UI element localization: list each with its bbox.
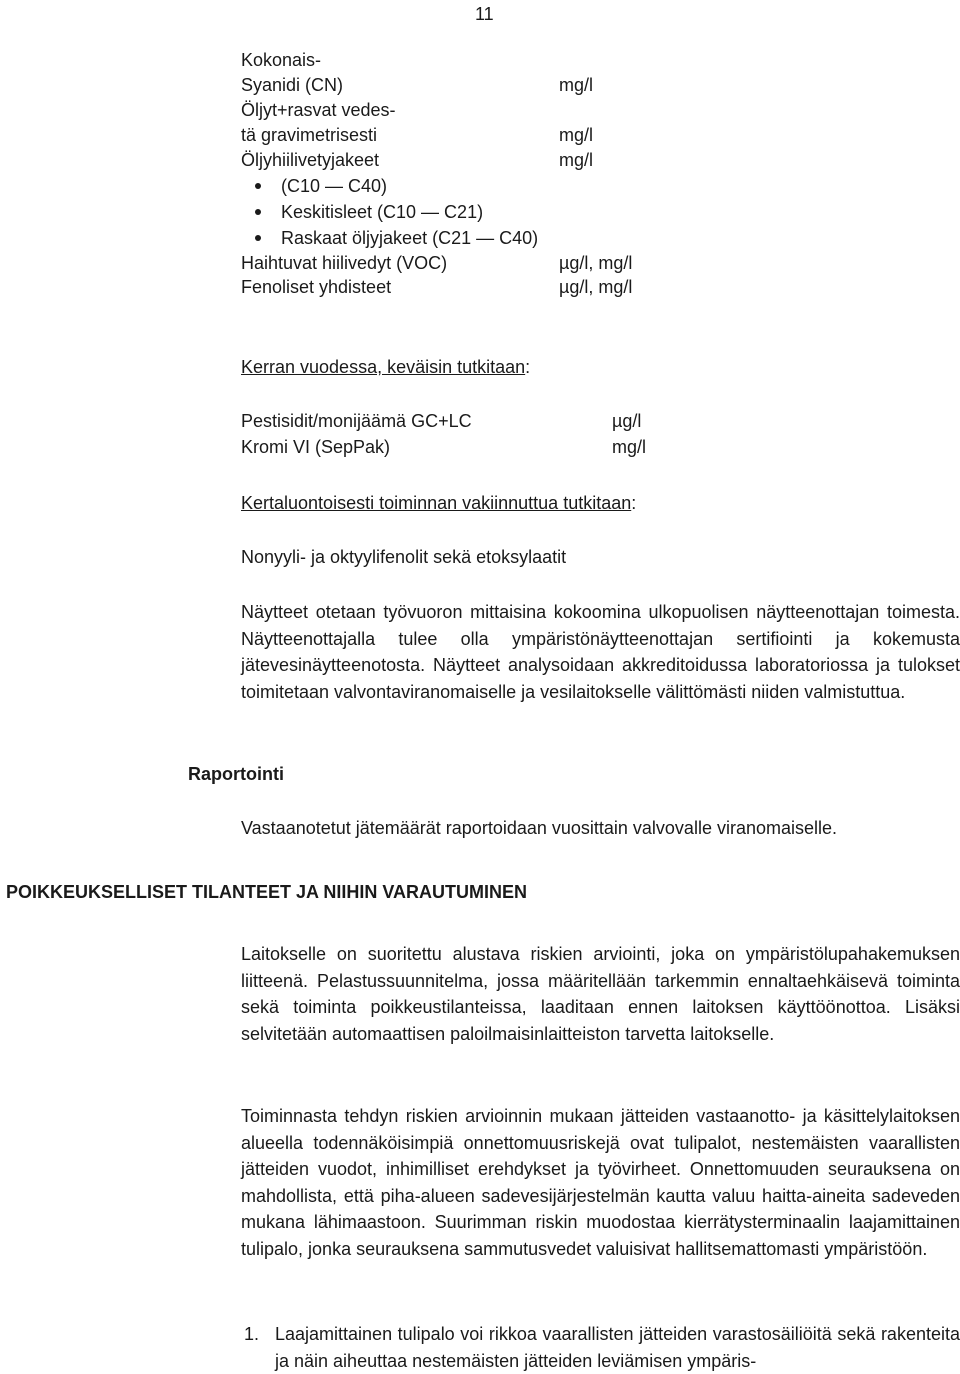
yearly-heading-text: Kerran vuodessa, keväisin tutkitaan [241,357,526,377]
page-number: 11 [475,4,494,24]
paragraph-accident-risks: Toiminnasta tehdyn riskien arvioinnin mukaan jätteiden vastaanotto- ja käsittelylaitoksen alueella todennäköisimpiä onnettomuusriskejä ovat tulipalot, nestemäisten vaarallisten jätteiden vuodot, inhimilliset erehdykset ja työvirheet. Onnettomuuden seurauksena on mahdollista, että piha-alueen sadevesijärjestelmän kautta valuu haitta-aineita sadeveden mukana lähimaastoon. Suurimman riskin muodostaa kierrätysterminaalin laajamittainen tulipalo, jonka seurauksena sammutusvedet valuisivat hallitsemattomasti ympäristöön. [241,1106,960,1259]
yearly-pesticides: Pestisidit/monijäämä GC+LC [241,411,472,431]
oneoff-heading-text: Kertaluontoisesti toiminnan vakiinnuttua tutkitaan [241,493,632,513]
bullet-icon [255,183,261,189]
paragraph-risk-assessment: Laitokselle on suoritettu alustava riskien arviointi, joka on ympäristölupahakemuksen liitteenä. Pelastussuunnitelma, jossa määritellään tarkemmin ennaltaehkäisevä toiminta sekä toiminta poikkeustilanteissa, laaditaan ennen laitoksen käyttöönottoa. Lisäksi selvitetään automaattisen paloilmaisinlaitteiston tarvetta laitokselle. [241,944,960,1044]
unit-oljyhiilivetyjakeet: mg/l [559,150,594,170]
unit-voc: µg/l, mg/l [559,253,633,273]
yearly-heading-colon: : [525,357,531,377]
section-heading: POIKKEUKSELLISET TILANTEET JA NIIHIN VARAUTUMINEN [6,882,528,902]
bullet-item: Raskaat öljyjakeet (C21 — C40) [281,228,539,248]
bullet-icon [255,209,261,215]
oneoff-heading-colon: : [631,493,637,513]
param-oljyt-line1: Öljyt+rasvat vedes- [241,100,396,120]
unit-oljyt: mg/l [559,125,594,145]
oneoff-heading [241,491,636,515]
yearly-chromium: Kromi VI (SepPak) [241,437,391,457]
oneoff-item: Nonyyli- ja oktyylifenolit sekä etoksylaatit [241,547,567,567]
reporting-text: Vastaanotetut jätemäärät raportoidaan vuosittain valvovalle viranomaiselle. [241,818,838,838]
bullet-icon [255,235,261,241]
param-voc: Haihtuvat hiilivedyt (VOC) [241,253,448,273]
unit-fenoliset: µg/l, mg/l [559,277,633,297]
param-oljyhiilivetyjakeet: Öljyhiilivetyjakeet [241,150,380,170]
param-oljyt-line2: tä gravimetrisesti [241,125,378,145]
bullet-item: (C10 — C40) [281,176,388,196]
param-kokonais: Kokonais- [241,50,322,70]
list-item-number: 1. [244,1324,260,1344]
list-item-text: Laajamittainen tulipalo voi rikkoa vaarallisten jätteiden varastosäiliöitä sekä rakenteita ja näin aiheuttaa nestemäisten jätteiden leviämisen ympäris- [275,1324,960,1371]
yearly-pesticides-unit: µg/l [612,411,642,431]
unit-syanidi: mg/l [559,75,594,95]
sampling-paragraph: Näytteet otetaan työvuoron mittaisina kokoomina ulkopuolisen näytteenottajan toimesta. Näytteenottajalla tulee olla ympäristönäytteenottajan sertifiointi ja kokemusta jätevesinäytteenotosta. Näytteet analysoidaan akkreditoidussa laboratoriossa ja tulokset toimitetaan valvontaviranomaiselle ja vesilaitokselle välittömästi niiden valmistuttua. [241,602,960,702]
param-syanidi: Syanidi (CN) [241,75,344,95]
yearly-chromium-unit: mg/l [612,437,647,457]
bullet-item: Keskitisleet (C10 — C21) [281,202,484,222]
reporting-label: Raportointi [188,764,284,784]
param-fenoliset: Fenoliset yhdisteet [241,277,392,297]
yearly-heading [241,355,530,379]
